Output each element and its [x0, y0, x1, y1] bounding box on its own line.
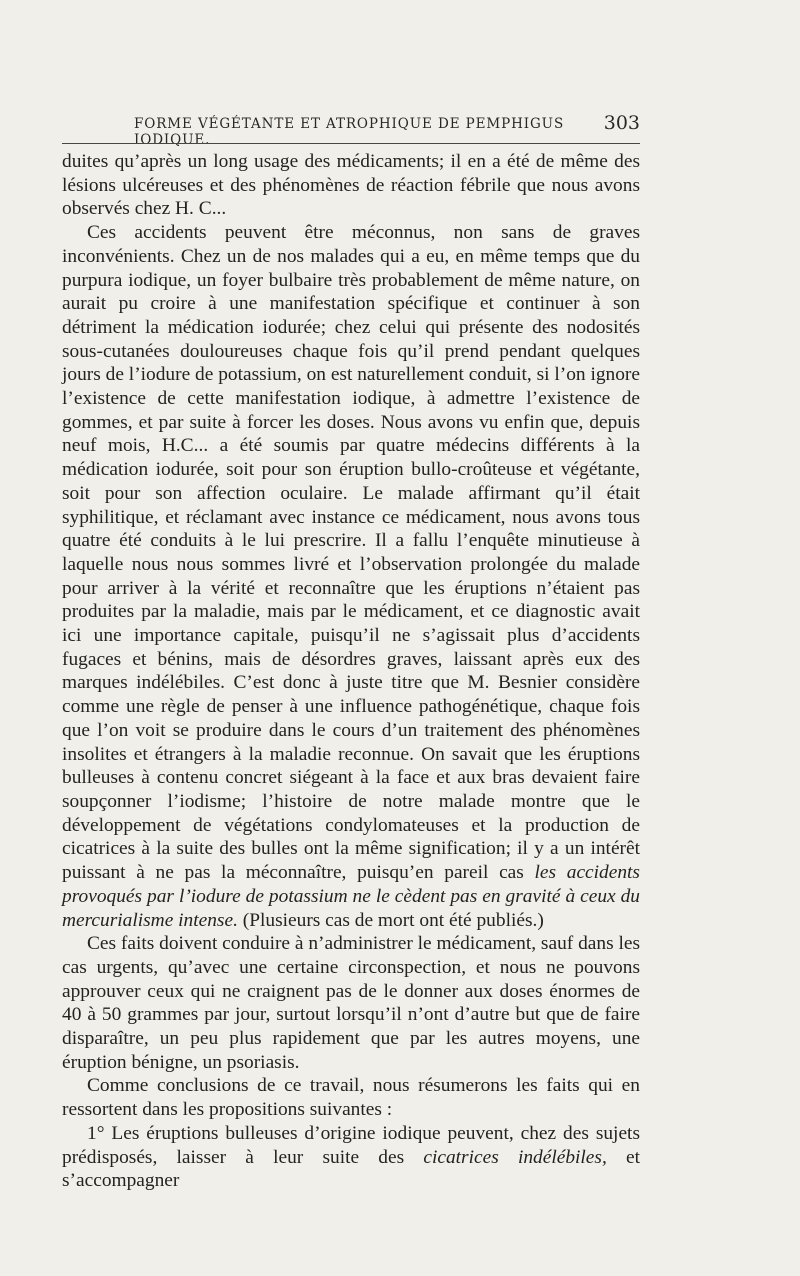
body-text — [62, 150, 640, 1193]
paragraph-continuation: duites qu’après un long usage des médicaments; il en a été de même des lésions ulcéreuses et des phénomènes de réaction fébrile que nous avons observés chez H. C... — [62, 151, 640, 220]
proposition-1-end: et s’accompagner — [62, 1146, 641, 1192]
page-number: 303 — [603, 112, 640, 134]
header-rule — [62, 143, 640, 144]
paragraph-proposition-1 — [62, 1122, 640, 1193]
paragraph-accidents-text: Ces accidents peuvent être méconnus, non sans de graves inconvénients. Chez un de nos malades qui a eu, en même temps que du purpura iodique, un foyer bulbaire très probablement de même nature, on aurait pu croire à une manifestation spécifique et continuer à son détriment la médication iodurée; chez celui qui présente des nodosités sous-cutanées douloureuses chaque fois qu’il prend pendant quelques jours de l’iodure de potassium, on est naturellement conduit, si l’on ignore l’existence de cette manifestation iodique, à admettre l’existence de gommes, et par suite à forcer les doses. Nous avons vu enfin que, depuis neuf mois, H.C... a été soumis par quatre médecins différents à la médication iodurée, soit pour son éruption bullo-croûteuse et végétante, soit pour son affection oculaire. Le malade affirmant qu’il était syphilitique, et réclamant avec instance ce médicament, nous avons tous quatre été conduits à le lui prescrire. Il a fallu l’enquête minutieuse à laquelle nous nous sommes livré et l’observation prolongée du malade pour arriver à la vérité et reconnaître que les éruptions n’étaient pas produites par la maladie, mais par le médicament, et ce diagnostic avait ici une importance capitale, puisqu’il ne s’agissait plus d’accidents fugaces et bénins, mais de désordres graves, laissant après eux des marques indélébiles. C’est donc à juste titre que M. Besnier considère comme une règle de penser à une influence pathogénétique, chaque fois que l’on voit se produire dans le cours d’un traitement des phénomènes insolites et étrangers à la maladie reconnue. On savait que les éruptions bulleuses à contenu concret siégeant à la face et aux bras devaient faire soupçonner l’iodisme; l’histoire de notre malade montre que le développement de végétations condylomateuses et la production de cicatrices à la suite des bulles ont la même signification; il y a un intérêt puissant à ne pas la méconnaître, puisqu’en pareil cas — [62, 222, 640, 884]
paragraph-accidents-italic: les accidents provoqués par l’iodure de potassium ne le cèdent pas en gravité à ceux du mercurialisme intense. — [62, 862, 640, 931]
proposition-1-text: 1° Les éruptions bulleuses d’origine iodique peuvent, chez des sujets prédisposés, laisser à leur suite des — [62, 1122, 640, 1168]
paragraph-conclusions: Comme conclusions de ce travail, nous résumerons les faits qui en ressortent dans les propositions suivantes : — [62, 1075, 640, 1121]
paragraph-accidents — [62, 221, 640, 932]
paragraph-doses: Ces faits doivent conduire à n’administrer le médicament, sauf dans les cas urgents, qu’avec une certaine circonspection, et nous ne pouvons approuver ceux qui ne craignent pas de le donner aux doses énormes de 40 à 50 grammes par jour, surtout lorsqu’il n’ont d’autre but que de faire disparaître, un peu plus rapidement que par les autres moyens, une éruption bénigne, un psoriasis. — [62, 933, 641, 1073]
running-title: FORME VÉGÉTANTE ET ATROPHIQUE DE PEMPHIGUS IODIQUE. — [134, 116, 565, 148]
proposition-1-italic: cicatrices indélébiles, — [423, 1146, 607, 1168]
running-head — [62, 112, 640, 148]
paragraph-accidents-end: (Plusieurs cas de mort ont été publiés.) — [237, 909, 544, 931]
